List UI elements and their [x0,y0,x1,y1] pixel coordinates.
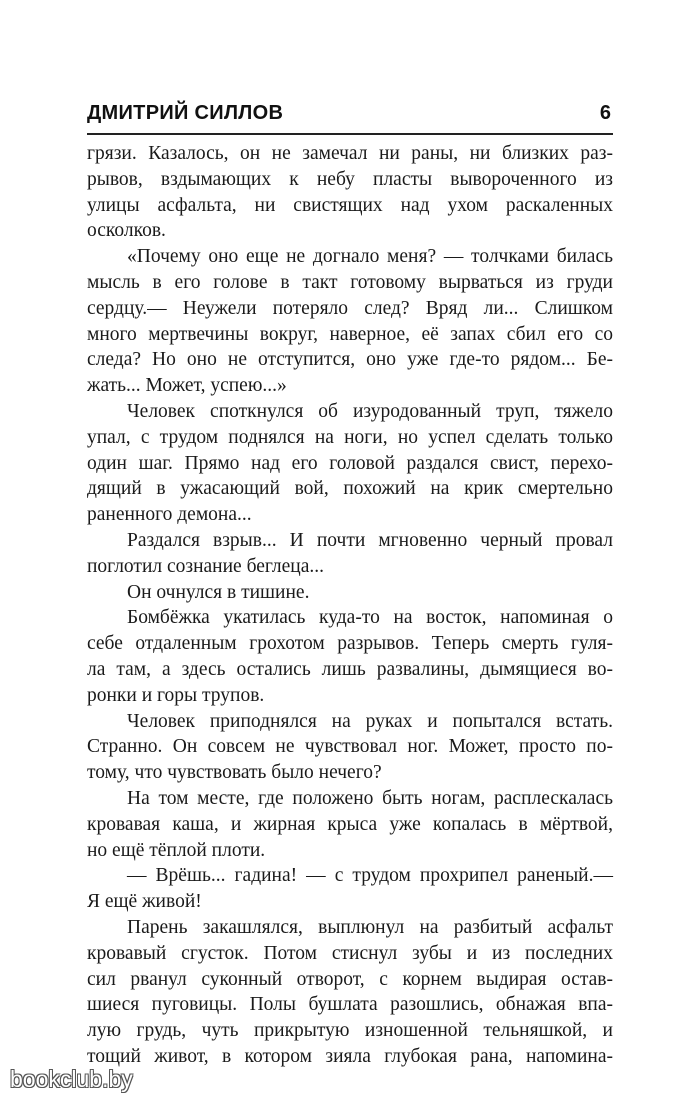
text-line: но ещё тёплой плоти. [87,839,266,861]
text-line: лую грудь, чуть прикрытую изношенной тельняшкой, и [87,1020,613,1042]
text-line: На том месте, где положено быть ногам, расплескалась [127,787,613,809]
text-line: следа? Но оно не отступится, оно уже где-то рядом... Бе- [87,349,613,371]
text-line: ронки и горы трупов. [87,684,265,706]
text-line: осколков. [87,220,166,242]
text-line: Человек приподнялся на руках и попытался встать. [127,710,613,732]
text-line: грязи. Казалось, он не замечал ни раны, ни близких раз- [87,143,613,164]
text-line: мысль в его голове в такт готовому вырваться из груди [87,271,613,293]
text-line: тому, что чувствовать было нечего? [87,762,382,784]
text-line: себе отдаленным грохотом разрывов. Теперь смерть гуля- [87,633,613,655]
text-line: сил рванул суконный отворот, с корнем выдирая остав- [87,968,613,990]
text-line: — Врёшь... гадина! — с трудом прохрипел раненый.— [127,865,613,887]
text-line: Человек споткнулся об изуродованный труп, тяжело [127,400,613,422]
text-line: шиеся пуговицы. Полы бушлата разошлись, обнажая впа- [87,994,613,1016]
text-line: много мертвечины вокруг, наверное, её запах сбил его со [87,323,613,345]
author-name: ДМИТРИЙ СИЛЛОВ [87,102,284,124]
text-line: Я ещё живой! [87,891,202,913]
page-number: 6 [599,102,611,124]
text-line: один шаг. Прямо над его головой раздался свист, перехо- [87,452,613,474]
text-line: Раздался взрыв... И почти мгновенно черный провал [127,529,613,551]
text-line: Он очнулся в тишине. [127,581,310,603]
text-line: упал, с трудом поднялся на ноги, но успел сделать только [87,426,613,448]
text-line: ла там, а здесь остались лишь развалины, дымящиеся во- [87,658,613,680]
text-line: улицы асфальта, ни свистящих над ухом раскаленных [87,194,613,216]
body-text [87,141,613,1070]
text-line: сердцу.— Неужели потеряло след? Вряд ли... Слишком [87,297,613,319]
text-line: поглотил сознание беглеца... [87,555,325,577]
text-line: дящий в ужасающий вой, похожий на крик смертельно [87,478,613,500]
text-line: рывов, вздымающих к небу пласты вывороченного из [87,168,613,190]
text-line: Парень закашлялся, выплюнул на разбитый асфальт [127,916,613,938]
text-line: Бомбёжка укатилась куда-то на восток, напоминая о [127,607,613,629]
text-line: Странно. Он совсем не чувствовал ног. Может, просто по- [87,736,613,758]
watermark: bookclub.by [10,1066,133,1092]
running-header [87,100,613,130]
text-line: жать... Может, успею...» [87,375,287,397]
text-line: кровавая каша, и жирная крыса уже копалась в мёртвой, [87,813,613,835]
text-line: раненного демона... [87,504,252,526]
text-line: тощий живот, в котором зияла глубокая рана, напомина- [87,1045,613,1067]
text-line: кровавый сгусток. Потом стиснул зубы и из последних [87,942,613,964]
header-rule [87,133,613,135]
text-line: «Почему оно еще не догнало меня? — толчками билась [127,246,613,268]
